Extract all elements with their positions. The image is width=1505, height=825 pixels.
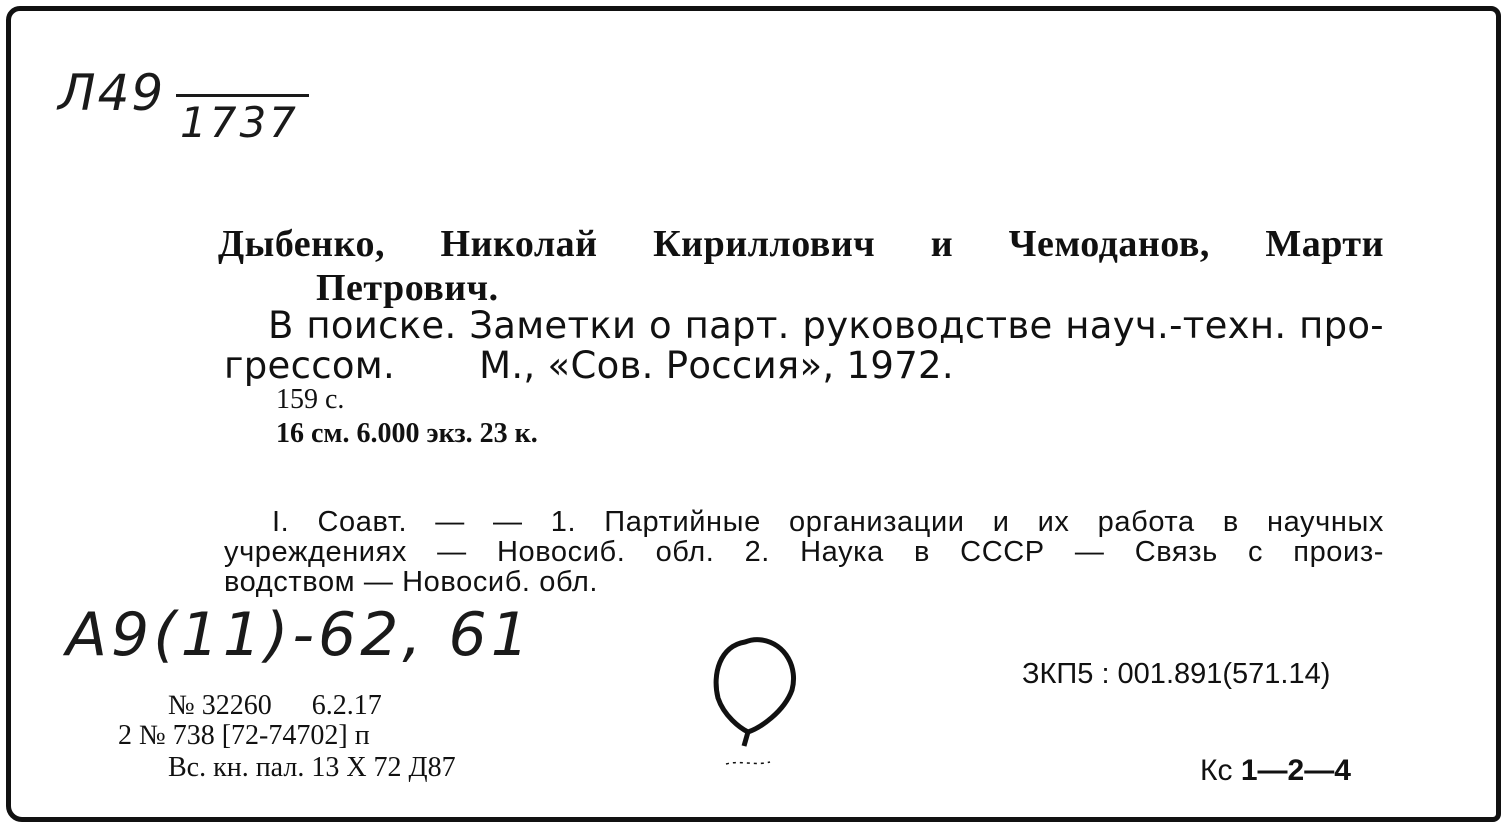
page-count: 159 с. — [276, 384, 345, 415]
author-word: Николай — [440, 223, 598, 265]
order-number: 2 № 738 [72-74702] п — [118, 720, 370, 751]
title-word: Заметки — [469, 304, 637, 347]
subject-headings-continued: учреждениях — Новосиб. обл. 2. Наука в СССР — Связь с произ- — [224, 536, 1384, 568]
book-chamber-info: Вс. кн. пал. 13 X 72 Д87 — [168, 752, 456, 783]
title-word: руководстве — [802, 304, 1053, 347]
card-code-prefix: Кс — [1200, 754, 1233, 787]
title-word: поиске. — [306, 304, 457, 347]
title-statement-continued — [224, 344, 954, 387]
handwritten-shelf-mark: Л49 — [58, 64, 166, 122]
author-word: Дыбенко, — [218, 223, 385, 265]
registration-date: 6.2.17 — [311, 690, 382, 721]
classification-code: ЗКП5 : 001.891(571.14) — [1022, 658, 1331, 690]
handwritten-classification: А9(11)-62, 61 — [66, 600, 533, 670]
handwritten-shelf-number: 1737 — [176, 94, 309, 149]
title-word: науч.-техн. — [1065, 304, 1287, 347]
card-code-value: 1—2—4 — [1240, 754, 1351, 787]
author-word: и — [930, 223, 954, 265]
registration-id: № 32260 — [168, 690, 272, 721]
author-word: Марти — [1265, 223, 1384, 265]
title-word: В — [268, 304, 294, 347]
author-heading-continued: Петрович. — [316, 267, 499, 309]
author-heading — [218, 222, 1384, 266]
title-word: про- — [1299, 304, 1384, 347]
author-word: Кириллович — [653, 223, 876, 265]
card-code — [1200, 754, 1351, 788]
publication-info: М., «Сов. Россия», 1972. — [479, 344, 954, 387]
subject-headings-end: водством — Новосиб. обл. — [224, 566, 599, 598]
physical-description: 16 см. 6.000 экз. 23 к. — [276, 418, 538, 449]
title-statement — [268, 304, 1384, 347]
registration-number — [168, 690, 382, 722]
title-word: о — [648, 304, 672, 347]
author-word: Чемоданов, — [1008, 223, 1210, 265]
circle-stamp-mark — [700, 632, 810, 782]
title-word: парт. — [684, 304, 790, 347]
title-end: грессом. — [224, 344, 396, 387]
subject-headings: I. Соавт. — — 1. Партийные организации и их работа в научных — [272, 506, 1384, 538]
